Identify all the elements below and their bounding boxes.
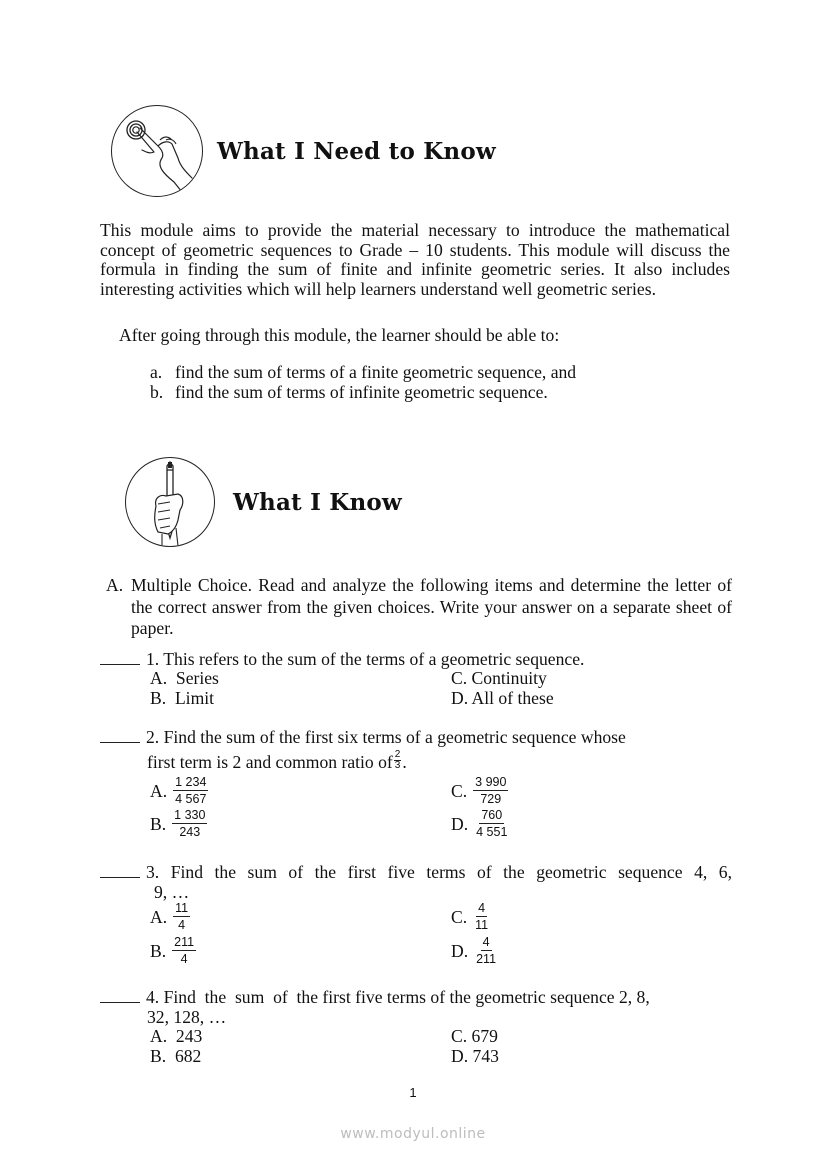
choice-text: 679 xyxy=(471,1026,498,1046)
question-2: 2. Find the sum of the first six terms of a geometric sequence whose first term is 2 and common ratio of $\frac{2}{3}$ . xyxy=(100,728,732,774)
choice-label: B. xyxy=(150,1046,167,1066)
choice-label: C. xyxy=(451,906,468,927)
objective-item xyxy=(150,362,576,383)
question-number: 2. xyxy=(146,727,160,747)
choice-fraction: $\frac{211}{4}$ xyxy=(174,935,195,966)
choice-label: A. xyxy=(150,906,168,927)
choice-c xyxy=(451,776,508,806)
choice-a xyxy=(150,776,208,806)
question-3 xyxy=(100,863,732,902)
choice-d xyxy=(451,936,498,966)
choice-text: Series xyxy=(175,668,219,688)
choice-text: Continuity xyxy=(471,668,547,688)
instruction-label: A. xyxy=(106,575,124,595)
choice-label: B. xyxy=(150,813,167,834)
question-stem-line2: 9, … xyxy=(154,881,190,902)
choice-d xyxy=(451,809,509,839)
question-1 xyxy=(100,650,732,670)
watermark: www.modyul.online xyxy=(340,1126,486,1142)
choice-fraction: $\frac{4}{11}$ xyxy=(475,901,489,932)
module-description: This module aims to provide the material necessary to introduce the mathematical concept of geometric sequences to Grade – 10 students. This module will discuss the formula in finding the sum of finite and infinite geometric series. It also includes interesting activities which will help learners understand well geometric series. xyxy=(100,220,730,299)
section-header-what-i-need-to-know xyxy=(111,105,496,197)
question-stem-line2: 32, 128, … xyxy=(147,1006,227,1027)
choice-fraction: $\frac{3 990}{729}$ xyxy=(475,775,507,806)
question-number: 1. xyxy=(146,649,160,669)
choice-c xyxy=(451,902,490,932)
question-number: 4. xyxy=(146,987,160,1007)
objective-text: find the sum of terms of a finite geometric sequence, and xyxy=(175,362,577,382)
choice-label: B. xyxy=(150,688,167,708)
choice-text: 243 xyxy=(175,1026,203,1046)
choice-fraction: $\frac{1 330}{243}$ xyxy=(174,808,206,839)
answer-blank[interactable] xyxy=(100,988,140,1003)
objective-label: b. xyxy=(150,382,164,402)
choice-label: D. xyxy=(451,940,469,961)
question-4 xyxy=(100,988,732,1027)
instruction-text: Multiple Choice. Read and analyze the following items and determine the letter of the correct answer from the given choices. Write your answer on a separate sheet of paper. xyxy=(131,575,732,638)
choice-label: A. xyxy=(150,668,168,688)
choice-fraction: $\frac{11}{4}$ xyxy=(175,901,189,932)
section-title: What I Need to Know xyxy=(217,137,496,165)
choice-a xyxy=(150,902,190,932)
choice-a xyxy=(150,669,219,689)
choice-c xyxy=(451,1027,498,1047)
objective-item xyxy=(150,382,548,403)
question-stem: Find the sum of the first five terms of the geometric sequence 4, 6, xyxy=(170,862,732,882)
ratio-fraction: $\frac{2}{3}$ xyxy=(394,749,401,772)
instructions xyxy=(106,575,732,640)
question-stem-line2: first term is 2 and common ratio of xyxy=(147,751,393,772)
choice-d xyxy=(451,1047,499,1067)
choice-label: C. xyxy=(451,668,468,688)
choice-b xyxy=(150,809,207,839)
hand-holding-pencil-icon xyxy=(125,457,215,547)
choice-label: A. xyxy=(150,1026,168,1046)
question-stem: This refers to the sum of the terms of a geometric sequence. xyxy=(163,649,585,669)
choice-a xyxy=(150,1027,202,1047)
objective-text: find the sum of terms of infinite geometric sequence. xyxy=(175,382,548,402)
question-stem: Find the sum of the first five terms of the geometric sequence 2, 8, xyxy=(163,987,650,1007)
choice-text: Limit xyxy=(174,688,215,708)
choice-fraction: $\frac{760}{4 551}$ xyxy=(476,808,508,839)
section-header-what-i-know xyxy=(125,457,402,547)
choice-b xyxy=(150,936,196,966)
choice-label: A. xyxy=(150,780,168,801)
objective-label: a. xyxy=(150,362,163,382)
choice-label: C. xyxy=(451,780,468,801)
choice-text: 743 xyxy=(472,1046,499,1066)
choice-label: B. xyxy=(150,940,167,961)
choice-text: 682 xyxy=(174,1046,202,1066)
choice-text: All of these xyxy=(471,688,554,708)
answer-blank[interactable] xyxy=(100,650,140,665)
finger-touch-icon xyxy=(111,105,203,197)
question-number: 3. xyxy=(146,862,160,882)
choice-label: D. xyxy=(451,1046,469,1066)
choice-label: D. xyxy=(451,813,469,834)
choice-c xyxy=(451,669,547,689)
choice-b xyxy=(150,1047,201,1067)
section-title: What I Know xyxy=(233,488,402,516)
answer-blank[interactable] xyxy=(100,863,140,878)
choice-fraction: $\frac{4}{211}$ xyxy=(476,935,497,966)
choice-label: D. xyxy=(451,688,469,708)
choice-d xyxy=(451,689,554,709)
choice-label: C. xyxy=(451,1026,468,1046)
objectives-intro: After going through this module, the learner should be able to: xyxy=(119,325,560,345)
question-stem: Find the sum of the first six terms of a geometric sequence whose xyxy=(163,727,626,747)
page-number: 1 xyxy=(409,1085,417,1100)
choice-fraction: $\frac{1 234}{4 567}$ xyxy=(175,775,207,806)
answer-blank[interactable] xyxy=(100,728,140,743)
choice-b xyxy=(150,689,214,709)
